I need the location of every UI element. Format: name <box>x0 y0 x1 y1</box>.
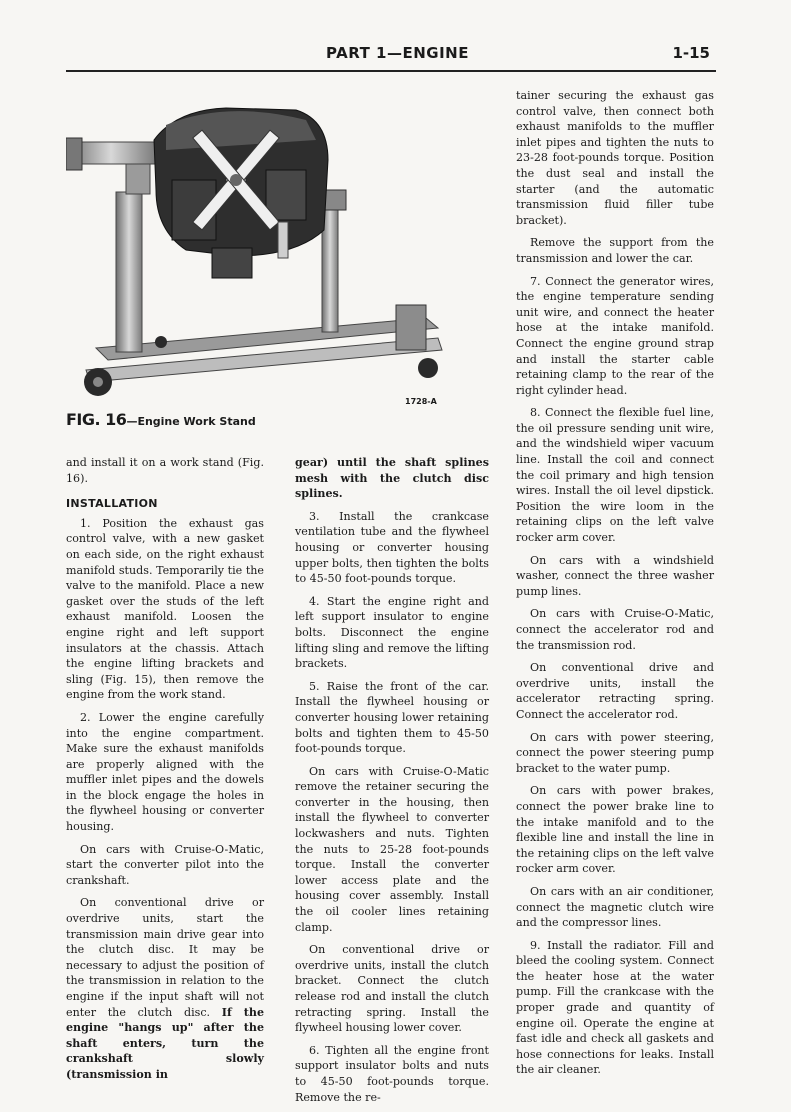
engine-on-work-stand-illustration <box>66 80 506 410</box>
paragraph: 7. Connect the generator wires, the engine temperature sending unit wire, and connect the heater hose at the intake manifold. Connect the engine ground strap and install the starter cable retaining clamp to the rear of the right cylinder head. <box>516 274 714 397</box>
paragraph: 5. Raise the front of the car. Install the flywheel housing or converter housing lower retaining bolts and tighten them to 45-50 foot-pounds torque. <box>295 679 489 756</box>
paragraph <box>66 895 264 1082</box>
paragraph: On cars with power steering, connect the power steering pump bracket to the water pump. <box>516 730 714 775</box>
paragraph: On conventional drive and overdrive units, install the accelerator retracting spring. Connect the accelerator rod. <box>516 661 714 721</box>
paragraph: 6. Tighten all the engine front support insulator bolts and nuts to 45-50 foot-pounds torque. Remove the re- <box>295 1043 489 1104</box>
text-column-1 <box>66 455 264 1090</box>
page-number: 1-15 <box>672 44 710 62</box>
paragraph: Remove the support from the transmission and lower the car. <box>516 236 714 265</box>
paragraph: On cars with Cruise-O-Matic, connect the accelerator rod and the transmission rod. <box>516 607 714 652</box>
engine-work-stand-figure <box>66 80 506 420</box>
text-column-2 <box>295 455 489 1112</box>
paragraph: 2. Lower the engine carefully into the engine compartment. Make sure the exhaust manifolds are properly aligned with the muffler inlet pipes and the dowels in the block engage the holes in the flywheel housing or converter housing. <box>66 710 264 834</box>
paragraph: tainer securing the exhaust gas control valve, then connect both exhaust manifolds to the muffler inlet pipes and tighten the nuts to 23-28 foot-pounds torque. Position the dust seal and install the starter (and the automatic transmission fluid filler tube bracket). <box>516 89 714 227</box>
paragraph: On conventional drive or overdrive units, install the clutch bracket. Connect the clutch release rod and install the clutch retracting spring. Install the flywheel housing lower cover. <box>295 943 489 1035</box>
page-header <box>66 42 716 72</box>
text-column-3 <box>516 88 714 1085</box>
paragraph: On cars with power brakes, connect the power brake line to the intake manifold and to the flexible line and install the line in the retaining clips on the left valve rocker arm cover. <box>516 784 714 876</box>
bold-warning-text: gear) until the shaft splines mesh with the clutch disc splines. <box>295 456 489 501</box>
part-title: PART 1—ENGINE <box>326 44 469 62</box>
paragraph: 9. Install the radiator. Fill and bleed the cooling system. Connect the heater hose at the water pump. Fill the crankcase with the proper grade and quantity of engine oil. Operate the engine at fast idle and check all gaskets and hose connections for leaks. Install the air cleaner. <box>516 938 714 1077</box>
bold-warning-text: If the engine "hangs up" after the shaft enters, turn the crankshaft slowly (transmission in <box>66 1005 264 1081</box>
paragraph: 8. Connect the flexible fuel line, the oil pressure sending unit wire, and the windshield wiper vacuum line. Install the coil and connect the coil primary and high tension wires. Install the oil level dipstick. Position the wire loom in the retaining clips on the left valve rocker arm cover. <box>516 406 714 545</box>
section-heading-installation: INSTALLATION <box>66 497 158 511</box>
figure-caption-text: —Engine Work Stand <box>126 415 256 428</box>
paragraph: 4. Start the engine right and left support insulator to engine bolts. Disconnect the engine lifting sling and remove the lifting brackets. <box>295 594 489 671</box>
paragraph: and install it on a work stand (Fig. 16). <box>66 456 264 485</box>
paragraph: On cars with a windshield washer, connect the three washer pump lines. <box>516 553 714 598</box>
paragraph: On cars with Cruise-O-Matic, start the converter pilot into the crankshaft. <box>66 842 264 887</box>
paragraph: 3. Install the crankcase ventilation tube and the flywheel housing or converter housing upper bolts, then tighten the bolts to 45-50 foot-pounds torque. <box>295 509 489 586</box>
paragraph: 1. Position the exhaust gas control valve, with a new gasket on each side, on the right exhaust manifold studs. Temporarily tie the valve to the manifold. Place a new gasket over the studs of the left exhaust manifold. Loosen the engine right and left support insulators at the chassis. Attach the engine lifting brackets and sling (Fig. 15), then remove the engine from the work stand. <box>66 516 264 702</box>
paragraph: On cars with an air conditioner, connect the magnetic clutch wire and the compressor lines. <box>516 884 714 930</box>
figure-code: 1728-A <box>405 397 437 406</box>
paragraph-text: On conventional drive or overdrive units, start the transmission main drive gear into the clutch disc. It may be necessary to adjust the position of the transmission in relation to the engine if the input shaft will not enter the clutch disc. <box>66 896 264 1019</box>
figure-number: FIG. 16 <box>66 410 127 429</box>
paragraph: On cars with Cruise-O-Matic remove the retainer securing the converter in the housing, then install the flywheel to converter lockwashers and nuts. Tighten the nuts to 25-28 foot-pounds torque. Install the converter lower access plate and the housing cover assembly. Install the oil cooler lines retaining clamp. <box>295 764 489 934</box>
figure-caption <box>66 410 256 429</box>
paragraph <box>295 455 489 502</box>
